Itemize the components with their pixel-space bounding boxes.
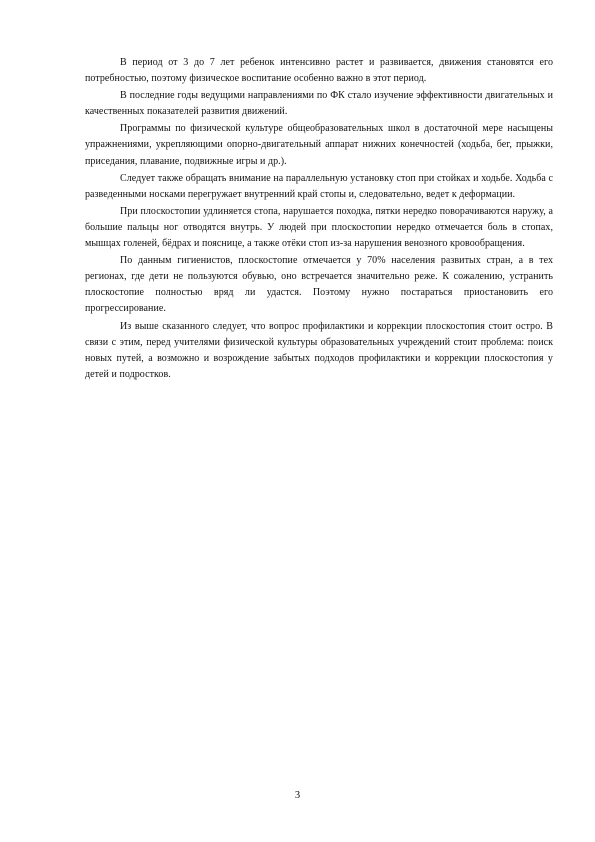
page-body	[85, 55, 553, 384]
paragraph-5: При плоскостопии удлиняется стопа, нарушается походка, пятки нередко поворачиваются наружу, а большие пальцы ног отводятся внутрь. У людей при плоскостопии нередко отмечается боль в стопах, мышцах голеней, бёдрах и пояснице, а также отёки стоп из-за нарушения венозного кровообращения.	[85, 205, 553, 250]
paragraph-2: В последние годы ведущими направлениями по ФК стало изучение эффективности двигательных и качественных показателей развития движений.	[85, 90, 553, 118]
paragraph-7: Из выше сказанного следует, что вопрос профилактики и коррекции плоскостопия стоит остро. В связи с этим, перед учителями физической культуры образовательных учреждений стоит проблема: поиск новых путей, а возможно и возрождение забытых подходов профилактики и коррекции плоскостопия у детей и подростков.	[85, 320, 553, 380]
paragraph-6: По данным гигиенистов, плоскостопие отмечается у 70% населения развитых стран, а в тех регионах, где дети не пользуются обувью, оно встречается значительно реже. К сожалению, устранить плоскостопие полностью вряд ли удастся. Поэтому нужно постараться приостановить его прогрессирование.	[85, 255, 553, 315]
page-number: 3	[294, 790, 301, 801]
paragraph-4: Следует также обращать внимание на параллельную установку стоп при стойках и ходьбе. Ходьба с разведенными носками перегружает внутренний край стопы и, следовательно, ведет к деформации.	[85, 172, 553, 200]
paragraph-3: Программы по физической культуре общеобразовательных школ в достаточной мере насыщены упражнениями, укрепляющими опорно-двигательный аппарат нижних конечностей (ходьба, бег, прыжки, приседания, плавание, подвижные игры и др.).	[85, 123, 553, 167]
paragraph-1: В период от 3 до 7 лет ребенок интенсивно растет и развивается, движения становятся его потребностью, поэтому физическое воспитание особенно важно в этот период.	[85, 57, 553, 85]
